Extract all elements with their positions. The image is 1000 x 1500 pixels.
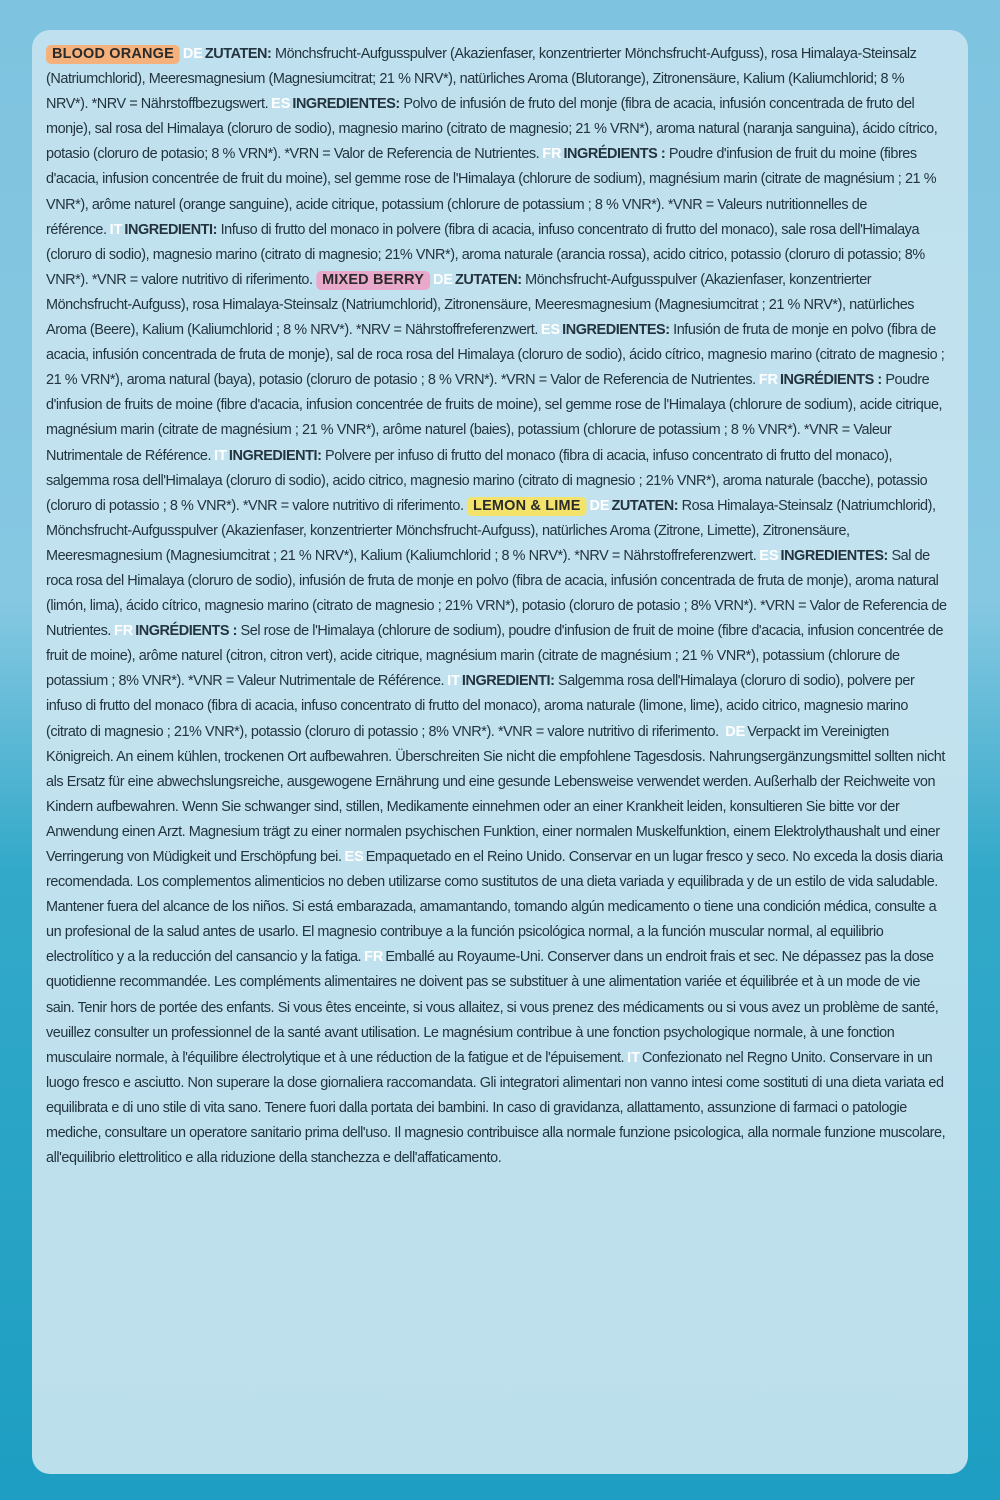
ingredients-panel [32, 30, 968, 1474]
ingredients-heading-de: ZUTATEN: [611, 497, 679, 514]
ingredients-heading-de: ZUTATEN: [204, 46, 272, 62]
flavor-badge-lemon-lime: LEMON & LIME [467, 497, 586, 516]
ingredients-text-de: Rosa Himalaya-Steinsalz (Natriumchlorid), Mönchsfrucht-Aufgusspulver (Akazienfaser, konzentrierter Mönchsfrucht-Aufguss), natürliches Aroma (Zitrone, Limette), Zitronensäure, Meeresmagnesium (Magnesiumcitrat ; 21 % NRV*), Kalium (Kaliumchlorid ; 8 % NRV*). *NRV = Nährstoffreferenzwert. [46, 497, 936, 564]
ingredients-text-fr: Poudre d'infusion de fruit du moine (fibres d'acacia, infusion concentrée de fruit du moine), sel gemme rose de l'Himalaya (chlorure de sodium), magnésium marin (citrate de magnésium ; 21 % VNR*), arôme naturel (orange sanguine), acide citrique, potassium (chlorure de potassium ; 8 % VNR*). *VNR = Valeurs nutritionnelles de référence. [46, 146, 937, 238]
info-text-es: Empaquetado en el Reino Unido. Conservar en un lugar fresco y seco. No exceda la dosis diaria recomendada. Los complementos alimenticios no deben utilizarse como sustitutos de una dieta variada y equilibrada y de un estilo de vida saludable. Mantener fuera del alcance de los niños. Si está embarazada, amamantando, tomando algún medicamento o tiene una condición médica, consulte a un profesional de la salud antes de usarlo. El magnesio contribuye a la función psicológica normal, a la función muscular normal, al equilibrio electrolítico y a la reducción del cansancio y la fatiga. [46, 849, 943, 966]
flavor-badge-mixed-berry: MIXED BERRY [316, 271, 430, 290]
lang-code-es: ES [540, 322, 561, 339]
lang-code-de: DE [725, 723, 746, 740]
lang-code-es: ES [344, 849, 364, 865]
ingredients-heading-es: INGREDIENTES: [780, 547, 888, 564]
label-text [46, 42, 947, 1171]
ingredients-text-it: Polvere per infuso di frutto del monaco (fibra di acacia, infuso concentrato di frutto del monaco), salgemma rosa dell'Himalaya (cloruro di sodio), acido citrico, magnesio marino (citrato di magnesio ; 21% VNR*), aroma naturale (bacche), potassio (cloruro di potassio ; 8 % VNR*). *VNR = valore nutritivo di riferimento. [46, 447, 928, 514]
lang-code-it: IT [214, 447, 227, 464]
lang-code-fr: FR [758, 372, 778, 389]
ingredients-text-fr: Sel rose de l'Himalaya (chlorure de sodium), poudre d'infusion de fruit de moine (fibre d'acacia, infusion concentrée de fruit de moine), arôme naturel (citron, citron vert), acide citrique, magnésium marin (citrate de magnésium ; 21 % VNR*), potassium (chlorure de potassium ; 8% VNR*). *VNR = Valeur Nutrimentale de Référence. [46, 623, 944, 690]
info-text-de: Verpackt im Vereinigten Königreich. An einem kühlen, trockenen Ort aufbewahren. Überschreiten Sie nicht die empfohlene Tagesdosis. Nahrungsergänzungsmittel sollten nicht als Ersatz für eine abwechslungsreiche, ausgewogene Ernährung und eine gesunde Lebensweise verwendet werden. Außerhalb der Reichweite von Kindern aufbewahren. Wenn Sie schwanger sind, stillen, Medikamente einnehmen oder an einer Krankheit leiden, konsultieren Sie bitte vor der Anwendung einen Arzt. Magnesium trägt zu einer normalen psychischen Funktion, einer normalen Muskelfunktion, einem Elektrolythaushalt und einer Verringerung von Müdigkeit und Erschöpfung bei. [46, 723, 945, 865]
lang-code-de: DE [432, 271, 454, 288]
ingredients-heading-it: INGREDIENTI: [461, 673, 555, 690]
lang-code-it: IT [627, 1049, 640, 1066]
lang-code-fr: FR [113, 623, 134, 640]
ingredients-text-de: Mönchsfrucht-Aufgusspulver (Akazienfaser, konzentrierter Mönchsfrucht-Aufguss), rosa Himalaya-Steinsalz (Natriumchlorid), Zitronensäure, Meeresmagnesium (Magnesiumcitrat ; 21 % NRV*), natürliches Aroma (Beere), Kalium (Kaliumchlorid ; 8 % NRV*). *NRV = Nährstoffreferenzwert. [46, 271, 915, 339]
ingredients-text-de: Mönchsfrucht-Aufgusspulver (Akazienfaser, konzentrierter Mönchsfrucht-Aufguss), rosa Himalaya-Steinsalz (Natriumchlorid), Meeresmagnesium (Magnesiumcitrat; 21 % NRV*), natürliches Aroma (Blutorange), Zitronensäure, Kalium (Kaliumchlorid; 8 % NRV*). *NRV = Nährstoffbezugswert. [46, 46, 917, 113]
ingredients-text-it: Salgemma rosa dell'Himalaya (cloruro di sodio), polvere per infuso di frutto del monaco (fibra di acacia, infuso concentrato di frutto del monaco), aroma naturale (limone, lime), acido citrico, magnesio marino (citrato di magnesio ; 21% VNR*), potassio (cloruro di potassio ; 8% VNR*). *VNR = valore nutritivo di riferimento. [46, 673, 915, 740]
ingredients-text-es: Sal de roca rosa del Himalaya (cloruro de sodio), infusión de fruta de monje en polvo (fibra de acacia, infusión concentrada de fruta de monje), aroma natural (limón, lima), ácido cítrico, magnesio marino (citrato de magnesio ; 21% VRN*), potasio (cloruro de potasio ; 8% VRN*). *VRN = Valor de Referencia de Nutrientes. [46, 547, 947, 640]
lang-code-fr: FR [364, 949, 384, 966]
ingredients-heading-es: INGREDIENTES: [562, 322, 670, 339]
ingredients-text-es: Polvo de infusión de fruto del monje (fibra de acacia, infusión concentrada de fruto del monje), sal rosa del Himalaya (cloruro de sodio), magnesio marino (citrato de magnesio; 21 % VRN*), aroma natural (naranja sanguina), ácido cítrico, potasio (cloruro de potasio; 8 % VRN*). *VRN = Valor de Referencia de Nutrientes. [46, 96, 938, 163]
lang-code-de: DE [182, 46, 203, 62]
info-text-it: Confezionato nel Regno Unito. Conservare in un luogo fresco e asciutto. Non superare la dose giornaliera raccomandata. Gli integratori alimentari non vanno intesi come sostituti di una dieta variata ed equilibrata e di uno stile di vita sano. Tenere fuori dalla portata dei bambini. In caso di gravidanza, allattamento, assunzione di farmaci o patologie mediche, consultare un operatore sanitario prima dell'uso. Il magnesio contribuisce alla normale funzione psicologica, alla normale funzione muscolare, all'equilibrio elettrolitico e alla riduzione della stanchezza e dell'affaticamento. [46, 1049, 946, 1167]
ingredients-text-it: Infuso di frutto del monaco in polvere (fibra di acacia, infuso concentrato di frutto del monaco), sale rosa dell'Himalaya (cloruro di sodio), magnesio marino (citrato di magnesio; 21% VNR*), aroma naturale (arancia rossa), acido citrico, potassio (cloruro di potassio; 8% VNR*). *VNR = valore nutritivo di riferimento. [46, 221, 925, 288]
ingredients-heading-fr: INGRÉDIENTS : [135, 623, 237, 640]
lang-code-de: DE [589, 497, 610, 514]
lang-code-es: ES [759, 547, 779, 564]
ingredients-heading-it: INGREDIENTI: [228, 447, 322, 464]
lang-code-it: IT [447, 673, 460, 690]
ingredients-text-fr: Poudre d'infusion de fruits de moine (fibre d'acacia, infusion concentrée de fruits de moine), sel gemme rose de l'Himalaya (chlorure de sodium), acide citrique, magnésium marin (citrate de magnésium ; 21 % VNR*), arôme naturel (baies), potassium (chlorure de potassium ; 8 % VNR*). *VNR = Valeur Nutrimentale de Référence. [46, 372, 943, 464]
lang-code-it: IT [109, 221, 123, 238]
ingredients-heading-de: ZUTATEN: [455, 271, 522, 288]
ingredients-heading-fr: INGRÉDIENTS : [563, 146, 666, 163]
ingredients-heading-fr: INGRÉDIENTS : [779, 372, 882, 389]
flavor-badge-blood-orange: BLOOD ORANGE [46, 45, 180, 64]
ingredients-heading-it: INGREDIENTI: [124, 221, 217, 238]
lang-code-es: ES [271, 96, 291, 113]
ingredients-text-es: Infusión de fruta de monje en polvo (fibra de acacia, infusión concentrada de fruta de monje), sal de roca rosa del Himalaya (cloruro de sodio), ácido cítrico, magnesio marino (citrato de magnesio ; 21 % VRN*), aroma natural (baya), potasio (cloruro de potasio ; 8 % VRN*). *VRN = Valor de Referencia de Nutrientes. [46, 322, 945, 389]
lang-code-fr: FR [542, 146, 562, 163]
ingredients-heading-es: INGREDIENTES: [292, 96, 400, 113]
info-text-fr: Emballé au Royaume-Uni. Conserver dans un endroit frais et sec. Ne dépassez pas la dose quotidienne recommandée. Les compléments alimentaires ne doivent pas se substituer à une alimentation variée et équilibrée et à un mode de vie sain. Tenir hors de portée des enfants. Si vous êtes enceinte, si vous allaitez, si vous prenez des médicaments ou si vous avez un problème de santé, veuillez consulter un professionnel de la santé avant utilisation. Le magnésium contribue à une fonction psychologique normale, à une fonction musculaire normale, à l'équilibre électrolytique et à une réduction de la fatigue et de l'épuisement. [46, 949, 939, 1066]
